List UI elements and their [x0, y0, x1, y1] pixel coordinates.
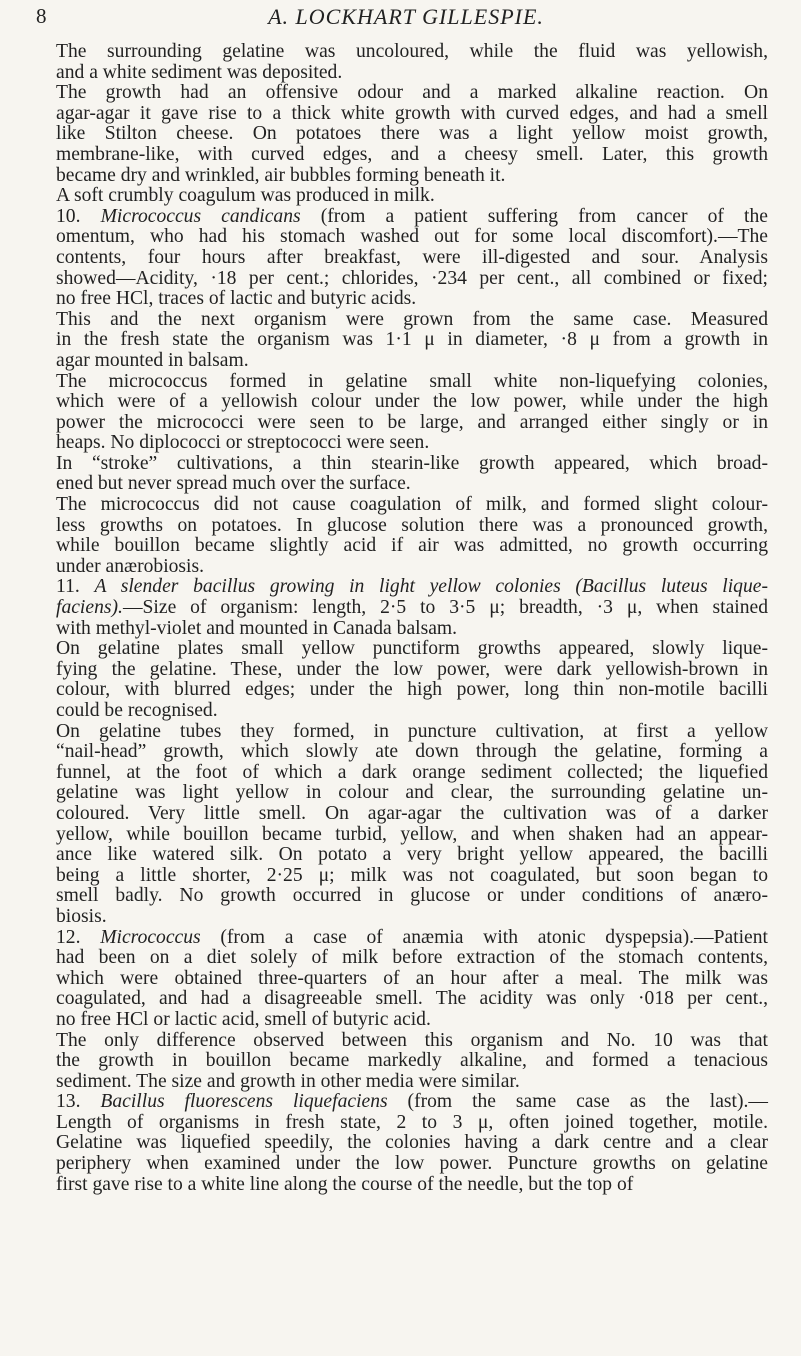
paragraph-p12 [56, 928, 768, 1031]
body-text [56, 42, 768, 1195]
text-line: biosis. [56, 905, 107, 927]
text-segment: no free HCl, traces of lactic and butyric acids. [56, 288, 417, 310]
italic-name: Micrococcus candicans [100, 205, 301, 227]
text-line: less growths on potatoes. In glucose solution there was a pronounced growth, [56, 514, 768, 536]
text-segment: no free HCl or lactic acid, smell of butyric acid. [56, 1008, 431, 1030]
text-line: fying the gelatine. These, under the low power, were dark yellowish-brown in [56, 658, 768, 680]
text-line: The micrococcus formed in gelatine small white non-liquefying colonies, [56, 370, 768, 392]
text-line [56, 269, 768, 290]
text-line [56, 1175, 768, 1196]
text-line: membrane-like, with curved edges, and a cheesy smell. Later, this growth [56, 143, 768, 165]
text-line: became dry and wrinkled, air bubbles forming beneath it. [56, 164, 506, 186]
page-header [36, 4, 776, 34]
text-segment: with methyl-violet and mounted in Canada balsam. [56, 617, 458, 639]
italic-name: Bacillus fluorescens liquefaciens [100, 1091, 388, 1113]
text-line: The growth had an offensive odour and a marked alkaline reaction. On [56, 82, 768, 104]
text-segment: (from a patient suffering from cancer of the [300, 205, 768, 227]
text-line: the growth in bouillon became markedly alkaline, and formed a tenacious [56, 1050, 768, 1072]
text-segment: coagulated, and had a disagreeable smell. The acidity was only ·018 per cent., [56, 988, 768, 1010]
text-line: while bouillon became slightly acid if air was admitted, no growth occurring [56, 535, 768, 557]
paragraph-p9 [56, 577, 768, 639]
text-line [56, 577, 768, 598]
text-line [56, 969, 768, 990]
text-line: The surrounding gelatine was uncoloured, while the fluid was yellowish, [56, 41, 768, 62]
text-line: which were of a yellowish colour under the low power, while under the high [56, 391, 768, 413]
paragraph-p6 [56, 372, 768, 454]
text-line: in the fresh state the organism was 1·1 μ in diameter, ·8 μ from a growth in [56, 329, 768, 351]
text-line: On gelatine plates small yellow punctiform growths appeared, slowly lique- [56, 638, 768, 660]
text-line: sediment. The size and growth in other media were similar. [56, 1070, 520, 1092]
text-segment: first gave rise to a white line along the course of the needle, but the top of [56, 1173, 634, 1195]
text-segment: (from a case of anæmia with atonic dyspepsia).—Patient [200, 926, 768, 948]
text-segment: Length of organisms in fresh state, 2 to 3 μ, often joined together, motile. [56, 1111, 768, 1133]
text-line: coloured. Very little smell. On agar-agar the cultivation was of a darker [56, 802, 768, 824]
text-line: under anærobiosis. [56, 555, 205, 577]
paragraph-p7 [56, 454, 768, 495]
text-segment: had been on a diet solely of milk before extraction of the stomach contents, [56, 947, 768, 969]
text-line: power the micrococci were seen to be large, and arranged either singly or in [56, 411, 768, 433]
text-segment: Gelatine was liquefied speedily, the colonies having a dark centre and a clear [56, 1132, 768, 1154]
text-line [56, 1133, 768, 1154]
paragraph-p2 [56, 83, 768, 186]
text-line: ance like watered silk. On potato a very bright yellow appeared, the bacilli [56, 844, 768, 866]
paragraph-p5 [56, 310, 768, 372]
text-line: being a little shorter, 2·25 μ; milk was not coagulated, but soon began to [56, 864, 768, 886]
text-segment: (from the same case as the last).— [387, 1091, 768, 1113]
paragraph-p4 [56, 207, 768, 310]
text-line [56, 1010, 768, 1031]
paragraph-p3 [56, 186, 768, 207]
text-line: The only difference observed between this organism and No. 10 was that [56, 1029, 768, 1051]
text-line: ened but never spread much over the surface. [56, 473, 411, 495]
text-line: could be recognised. [56, 700, 218, 721]
text-line: colour, with blurred edges; under the high power, long thin non-motile bacilli [56, 679, 768, 701]
text-line [56, 1113, 768, 1134]
paragraph-p10 [56, 639, 768, 721]
italic-name: faciens). [56, 597, 123, 619]
text-segment: contents, four hours after breakfast, were ill-digested and sour. Analysis [56, 246, 768, 268]
paragraph-p1 [56, 42, 768, 83]
page-number: 8 [36, 4, 47, 28]
paragraph-p8 [56, 495, 768, 577]
text-segment: which were obtained three-quarters of an hour after a meal. The milk was [56, 967, 768, 989]
text-line [56, 928, 768, 949]
text-line: agar-agar it gave rise to a thick white growth with curved edges, and had a smell [56, 102, 768, 124]
paragraph-p13 [56, 1031, 768, 1093]
text-segment: periphery when examined under the low power. Puncture growths on gelatine [56, 1153, 768, 1175]
text-line: heaps. No diplococci or streptococci were seen. [56, 432, 430, 454]
text-line: gelatine was light yellow in colour and clear, the surrounding gelatine un- [56, 782, 768, 804]
text-line [56, 619, 768, 640]
text-segment: 13. [56, 1091, 101, 1113]
text-line: “nail-head” growth, which slowly ate down through the gelatine, forming a [56, 741, 768, 763]
text-line [56, 207, 768, 228]
text-line: like Stilton cheese. On potatoes there was a light yellow moist growth, [56, 123, 768, 145]
text-line [56, 598, 768, 619]
italic-name: Micrococcus [100, 926, 201, 948]
text-line: funnel, at the foot of which a dark orange sediment collected; the liquefied [56, 761, 768, 783]
text-line: In “stroke” cultivations, a thin stearin-like growth appeared, which broad- [56, 452, 768, 474]
text-segment: omentum, who had his stomach washed out for some local discomfort).—The [56, 226, 768, 248]
text-line: This and the next organism were grown from the same case. Measured [56, 308, 768, 330]
paragraph-p11 [56, 722, 768, 928]
text-line: The micrococcus did not cause coagulation of milk, and formed slight colour- [56, 494, 768, 516]
italic-name: A slender bacillus growing in light yellow colonies (Bacillus luteus lique- [94, 576, 768, 598]
paragraph-p14 [56, 1092, 768, 1195]
text-line: On gelatine tubes they formed, in puncture cultivation, at first a yellow [56, 720, 768, 742]
text-segment: —Size of organism: length, 2·5 to 3·5 μ; breadth, ·3 μ, when stained [122, 597, 768, 619]
text-segment: 10. [56, 205, 101, 227]
text-segment: 11. [56, 576, 95, 598]
text-line: smell badly. No growth occurred in glucose or under conditions of anæro- [56, 885, 768, 907]
text-line: agar mounted in balsam. [56, 349, 249, 371]
text-line [56, 1154, 768, 1175]
text-segment: 12. [56, 926, 101, 948]
text-line [56, 248, 768, 269]
text-line [56, 948, 768, 969]
text-line: yellow, while bouillon became turbid, yellow, and when shaken had an appear- [56, 823, 768, 845]
text-line: A soft crumbly coagulum was produced in milk. [56, 185, 435, 207]
text-segment: showed—Acidity, ·18 per cent.; chlorides, ·234 per cent., all combined or fixed; [56, 267, 768, 289]
text-line [56, 227, 768, 248]
text-line [56, 989, 768, 1010]
running-title: A. LOCKHART GILLESPIE. [268, 4, 544, 29]
text-line [56, 289, 768, 310]
text-line: and a white sediment was deposited. [56, 61, 343, 83]
text-line [56, 1092, 768, 1113]
